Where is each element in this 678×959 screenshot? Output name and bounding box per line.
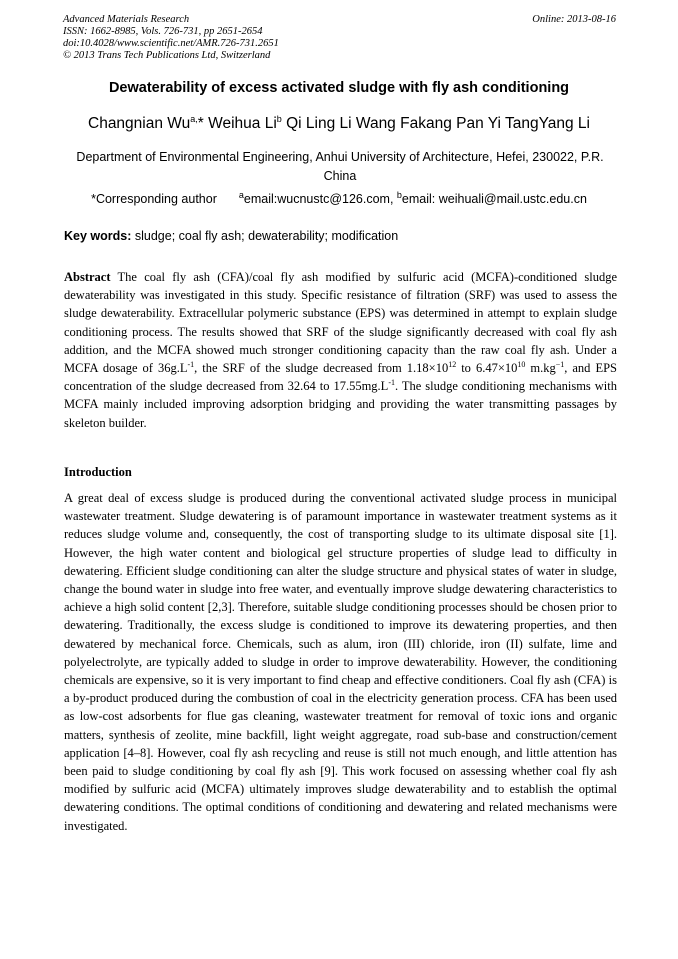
abstract-sup-4: −1 — [555, 359, 565, 369]
author-1-affil-mark: a, — [190, 114, 198, 124]
corresponding-label: *Corresponding author — [91, 192, 217, 207]
abstract-text-3: to 6.47×10 — [456, 361, 518, 376]
abstract-text-2: , the SRF of the sludge decreased from 1.18×10 — [194, 361, 449, 376]
keywords-label: Key words: — [64, 229, 132, 243]
abstract-text-1: The coal fly ash (CFA)/coal fly ash modified by sulfuric acid (MCFA)-conditioned sludge dewaterability was investigated in this study. Specific resistance of filtration (SRF) was used to assess the sludge dewaterability. Extracellular polymeric substance (EPS) was determined in attempt to explain sludge conditioning process. The results showed that SRF of the sludge significantly decreased with coal fly ash addition, and the MCFA showed much stronger conditioning capacity than the raw coal fly ash. Under a MCFA dosage of 36g.L — [64, 270, 617, 376]
abstract-sup-2: 12 — [448, 359, 457, 369]
introduction-heading: Introduction — [64, 465, 132, 479]
abstract-sup-3: 10 — [517, 359, 526, 369]
keywords — [64, 229, 398, 243]
other-authors: Qi Ling Li Wang Fakang Pan Yi TangYang Li — [281, 115, 590, 133]
abstract — [64, 268, 617, 432]
author-1: Changnian Wu — [88, 115, 191, 133]
keywords-text: sludge; coal fly ash; dewaterability; modification — [131, 229, 399, 243]
email-a: email:wucnustc@126.com, — [243, 192, 397, 207]
email-b-mark: b — [396, 190, 402, 200]
abstract-sup-5: -1 — [388, 378, 395, 388]
journal-header — [63, 14, 616, 62]
affiliation: Department of Environmental Engineering, Anhui University of Architecture, Hefei, 230022, P.R. China — [76, 150, 604, 183]
issn-line: ISSN: 1662-8985, Vols. 726-731, pp 2651-2654 — [63, 26, 263, 37]
introduction-body: A great deal of excess sludge is produced during the conventional activated sludge process in municipal wastewater treatment. Sludge dewatering is of paramount importance in wastewater treatment systems as it reduces sludge volume and, consequently, the cost of transporting sludge to its ultimate disposal site [1]. However, the high water content and biological gel structure properties of sludge lead to difficulty in dewatering. Efficient sludge conditioning can alter the sludge structure and physical states of water in sludge, change the bound water in sludge into free water, and eventually improve sludge dewatering characteristics to achieve a high solid content [2,3]. Therefore, suitable sludge conditioning processes should be chosen prior to dewatering. Traditionally, the excess sludge is conditioned to improve its dewatering properties, and then dewatered by mechanical force. Chemicals, such as alum, iron (III) chloride, iron (II) sulfate, lime and polyelectrolyte, are typically added to sludge in order to improve dewaterability. However, the conditioning chemicals are expensive, so it is very important to find cheap and effective conditioners. Coal fly ash (CFA) is a by-product produced during the combustion of coal in the electricity generation process. CFA has been used as low-cost adsorbents for flue gas cleaning, wastewater treatment for removal of toxic ions and organic matters, synthesis of zeolite, mine backfill, light weight aggregate, road sub-base and construction/cement application [4–8]. However, coal fly ash recycling and reuse is still not much enough, and little attention has been paid to sludge conditioning by coal fly ash [9]. This work focused on assessing whether coal fly ash modified by sulfuric acid (MCFA) ultimately improves sludge dewaterability and to establish the optimal dewatering conditions. The optimal conditions of conditioning and dewatering and related mechanisms were investigated. — [64, 491, 617, 833]
doi-line: doi:10.4028/www.scientific.net/AMR.726-731.2651 — [63, 38, 279, 49]
abstract-text-4: m.kg — [525, 361, 556, 376]
email-b: email: weihuali@mail.ustc.edu.cn — [401, 192, 587, 207]
journal-name: Advanced Materials Research — [63, 14, 190, 25]
author-list — [0, 114, 678, 133]
abstract-sup-1: -1 — [187, 359, 195, 369]
author-2: Weihua Li — [203, 115, 277, 133]
author-2-affil-mark: b — [276, 114, 282, 124]
abstract-text-5: , and EPS concentration of the sludge decreased from 32.64 to 17.55mg.L — [64, 361, 617, 394]
email-a-mark: a — [238, 190, 244, 200]
paper-title: Dewaterability of excess activated sludge with fly ash conditioning — [108, 80, 570, 96]
abstract-text-6: . The sludge conditioning mechanisms with MCFA mainly included improving adsorption bridging and providing the water transmitting passages by skeleton builder. — [64, 379, 617, 430]
corresponding-mark: * — [197, 115, 204, 133]
abstract-label: Abstract — [64, 270, 111, 284]
copyright-line: © 2013 Trans Tech Publications Ltd, Switzerland — [63, 50, 271, 61]
corresponding-line — [0, 190, 678, 206]
online-date: Online: 2013-08-16 — [532, 14, 616, 25]
